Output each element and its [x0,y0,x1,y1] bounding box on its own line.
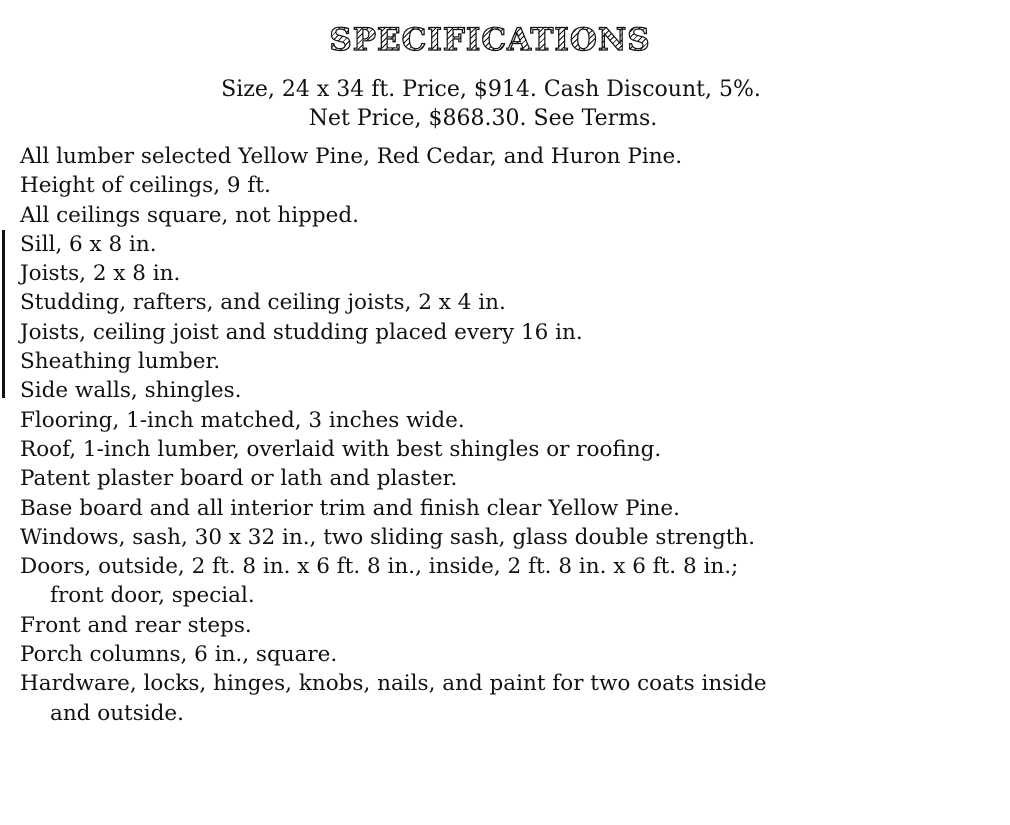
summary-line-size-price: Size, 24 x 34 ft. Price, $914. Cash Discount, 5%. [221,77,761,102]
spec-text: All ceilings square, not hipped. [20,202,359,228]
spec-item [20,171,980,200]
spec-item [20,318,980,347]
spec-item [20,640,980,669]
spec-item [20,230,980,259]
spec-item [20,464,980,493]
spec-item [20,611,980,640]
spec-text-continuation: and outside. [50,700,184,726]
spec-text: Base board and all interior trim and finish clear Yellow Pine. [20,495,680,521]
specification-list [20,142,980,728]
margin-bar [2,230,5,398]
spec-item [20,494,980,523]
spec-text-continuation: front door, special. [50,583,255,609]
spec-item [20,288,980,317]
spec-item [20,406,980,435]
spec-text: Patent plaster board or lath and plaster. [20,466,458,492]
spec-text: Roof, 1-inch lumber, overlaid with best shingles or roofing. [20,436,662,462]
spec-item [20,669,980,728]
spec-text: Doors, outside, 2 ft. 8 in. x 6 ft. 8 in., inside, 2 ft. 8 in. x 6 ft. 8 in.; [20,554,739,580]
spec-text: Studding, rafters, and ceiling joists, 2 x 4 in. [20,290,506,316]
spec-text: Sheathing lumber. [20,349,221,375]
spec-text: Hardware, locks, hinges, knobs, nails, and paint for two coats inside [20,671,767,697]
spec-text: Porch columns, 6 in., square. [20,642,338,668]
spec-text: Height of ceilings, 9 ft. [20,173,271,199]
spec-text: Windows, sash, 30 x 32 in., two sliding sash, glass double strength. [20,524,756,550]
spec-text: Flooring, 1-inch matched, 3 inches wide. [20,407,465,433]
spec-item [20,347,980,376]
spec-text: Sill, 6 x 8 in. [20,231,157,257]
spec-text: Front and rear steps. [20,612,252,638]
spec-text: Joists, ceiling joist and studding placed every 16 in. [20,319,583,345]
spec-item [20,435,980,464]
spec-item [20,142,980,171]
spec-item [20,376,980,405]
spec-item [20,552,980,611]
spec-item [20,523,980,552]
summary-line-net-price: Net Price, $868.30. See Terms. [308,106,658,131]
spec-item [20,201,980,230]
spec-text: Side walls, shingles. [20,378,242,404]
spec-text: All lumber selected Yellow Pine, Red Cedar, and Huron Pine. [20,144,683,169]
spec-text: Joists, 2 x 8 in. [20,261,181,287]
spec-item [20,259,980,288]
page-title: SPECIFICATIONS [0,22,980,58]
